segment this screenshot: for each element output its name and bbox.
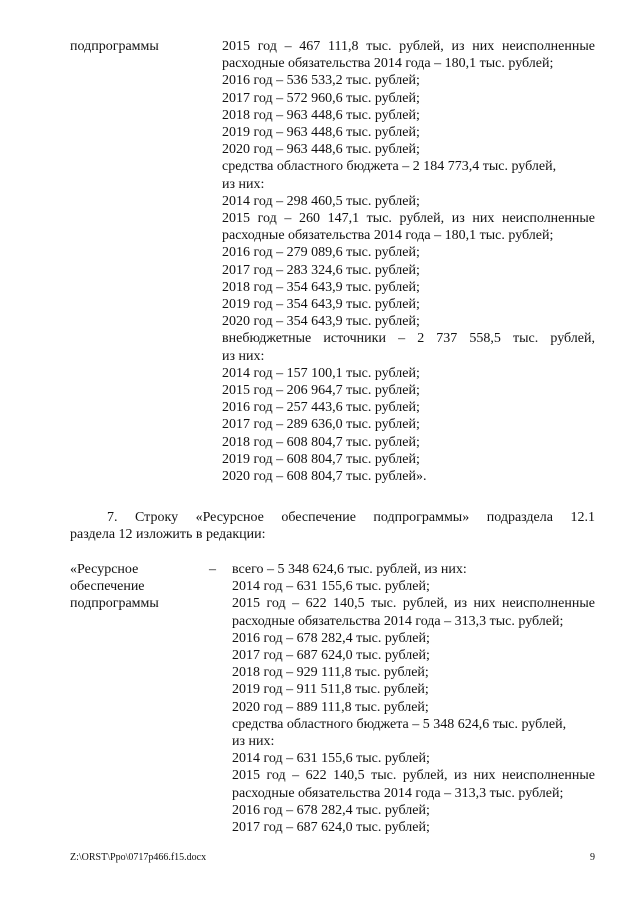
text-line: 2016 год – 279 089,6 тыс. рублей; (222, 245, 420, 261)
text-line: 2014 год – 298 460,5 тыс. рублей; (222, 193, 420, 209)
label-line: подпрограммы (70, 596, 159, 612)
page-number: 9 (590, 852, 595, 863)
text-line: 2018 год – 929 111,8 тыс. рублей; (232, 665, 429, 681)
text-line: 2016 год – 678 282,4 тыс. рублей; (232, 802, 430, 818)
text-line: 2017 год – 572 960,6 тыс. рублей; (222, 90, 420, 106)
text-line: расходные обязательства 2014 года – 180,1 тыс. рублей; (222, 228, 554, 244)
text-line: 2015 год – 260 147,1 тыс. рублей, из них неисполненные (222, 211, 595, 227)
text-line: 2015 год – 622 140,5 тыс. рублей, из них неисполненные (232, 768, 595, 784)
text-line: 2018 год – 354 643,9 тыс. рублей; (222, 279, 420, 295)
text-line: 2015 год – 206 964,7 тыс. рублей; (222, 383, 420, 399)
text-line: из них: (222, 176, 265, 192)
text-line: 2017 год – 687 624,0 тыс. рублей; (232, 648, 430, 664)
text-line: 2020 год – 963 448,6 тыс. рублей; (222, 142, 420, 158)
text-line: 2019 год – 354 643,9 тыс. рублей; (222, 297, 420, 313)
text-line: из них: (222, 348, 265, 364)
text-line: 2016 год – 257 443,6 тыс. рублей; (222, 400, 420, 416)
text-line: всего – 5 348 624,6 тыс. рублей, из них: (232, 562, 467, 577)
text-line: 2018 год – 963 448,6 тыс. рублей; (222, 107, 420, 123)
text-line: 2014 год – 631 155,6 тыс. рублей; (232, 751, 430, 767)
text-line: 7. Строку «Ресурсное обеспечение подпрограммы» подраздела 12.1 (107, 510, 595, 525)
text-line: 2017 год – 687 624,0 тыс. рублей; (232, 820, 430, 836)
text-line: 2015 год – 467 111,8 тыс. рублей, из них неисполненные (222, 39, 595, 54)
text-line: 2019 год – 911 511,8 тыс. рублей; (232, 682, 429, 698)
instruction-paragraph (70, 509, 595, 543)
text-line: 2020 год – 608 804,7 тыс. рублей». (222, 469, 427, 485)
text-line: 2020 год – 889 111,8 тыс. рублей; (232, 699, 429, 715)
label-line: «Ресурсное (70, 562, 139, 577)
label-line: подпрограммы (70, 39, 159, 54)
text-line: 2017 год – 283 324,6 тыс. рублей; (222, 262, 420, 278)
text-line: 2017 год – 289 636,0 тыс. рублей; (222, 417, 420, 433)
text-line: 2019 год – 963 448,6 тыс. рублей; (222, 125, 420, 141)
text-line: внебюджетные источники – 2 737 558,5 тыс. рублей, (222, 331, 595, 347)
text-line: 2018 год – 608 804,7 тыс. рублей; (222, 434, 420, 450)
label-dash: – (209, 562, 216, 577)
footer-file-path: Z:\ORST\Ppo\0717p466.f15.docx (70, 852, 207, 863)
section2-label (70, 561, 159, 613)
text-line: 2014 год – 157 100,1 тыс. рублей; (222, 365, 420, 381)
text-line: 2016 год – 536 533,2 тыс. рублей; (222, 73, 420, 89)
text-line: 2016 год – 678 282,4 тыс. рублей; (232, 630, 430, 646)
text-line: расходные обязательства 2014 года – 313,3 тыс. рублей; (232, 613, 564, 629)
section2-values (232, 561, 595, 836)
text-line: средства областного бюджета – 5 348 624,6 тыс. рублей, (232, 716, 567, 732)
section1-values (222, 38, 595, 485)
text-line: средства областного бюджета – 2 184 773,4 тыс. рублей, (222, 159, 557, 175)
text-line: расходные обязательства 2014 года – 180,1 тыс. рублей; (222, 56, 554, 72)
text-line: 2020 год – 354 643,9 тыс. рублей; (222, 314, 420, 330)
text-line: 2015 год – 622 140,5 тыс. рублей, из них неисполненные (232, 596, 595, 612)
text-line: 2014 год – 631 155,6 тыс. рублей; (232, 579, 430, 595)
text-line: 2019 год – 608 804,7 тыс. рублей; (222, 451, 420, 467)
text-line: раздела 12 изложить в редакции: (70, 527, 266, 543)
text-line: расходные обязательства 2014 года – 313,3 тыс. рублей; (232, 785, 564, 801)
section1-label (70, 38, 159, 55)
text-line: из них: (232, 734, 275, 750)
label-line: обеспечение (70, 579, 145, 595)
